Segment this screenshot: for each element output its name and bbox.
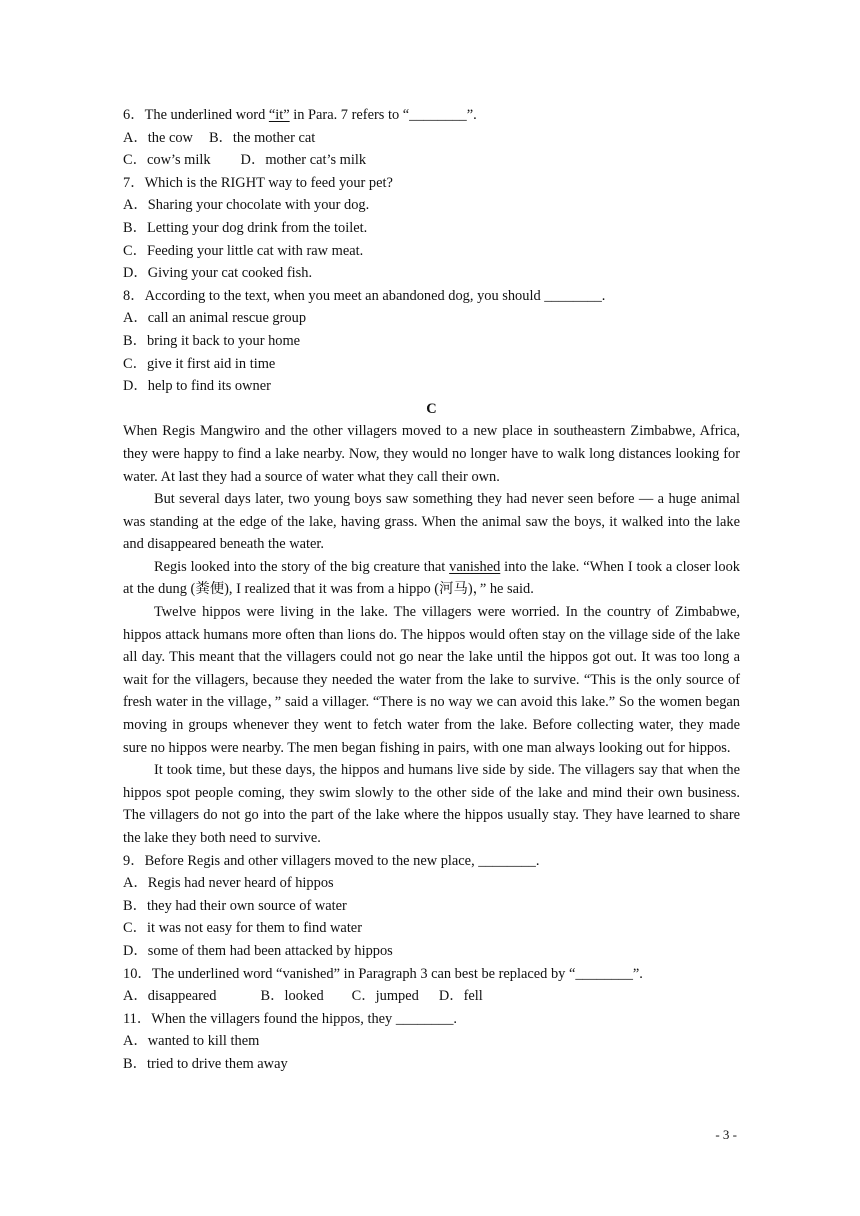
option-a: A．Regis had never heard of hippos <box>123 875 334 892</box>
option-d: D．Giving your cat cooked fish. <box>123 265 313 282</box>
passage-paragraph-4: Twelve hippos were living in the lake. The villagers were worried. In the country of Zimbabwe, hippos attack humans more often than lions do. The hippos would often stay on the village side of the lake all day. This meant that the villagers could not go near the lake until the hippos got out. It was too long a wait for the villagers, because they needed the water from the lake to survive. “This is the only source of fresh water in the village，” said a villager. “There is no way we can avoid this lake.” So the women began moving in groups whenever they went to fetch water from the lake. Before collecting water, they made sure no hippos were nearby. The men began fishing in pairs, with one man always looking out for hippos. <box>123 604 740 756</box>
option-d: D．mother cat’s milk <box>240 152 367 169</box>
option-b: B．looked <box>260 988 324 1005</box>
option-b: B．bring it back to your home <box>123 332 301 349</box>
option-c: C．cow’s milk <box>123 152 211 169</box>
passage-paragraph-3: Regis looked into the story of the big creature that vanished into the lake. “When I took a closer look at the dung (粪便), I realized that it was from a hippo (河马)，” he said. <box>123 558 740 598</box>
option-d: D．some of them had been attacked by hippos <box>123 942 393 959</box>
option-a: A．call an animal rescue group <box>123 310 307 327</box>
question-6-options-cd <box>123 149 740 172</box>
option-c: C．it was not easy for them to find water <box>123 920 362 937</box>
question-6: 6．The underlined word “it” in Para. 7 refers to “________”. <box>123 107 477 123</box>
document-page <box>123 104 740 1076</box>
option-a: A．disappeared <box>123 988 217 1005</box>
question-8: 8．According to the text, when you meet an abandoned dog, you should ________. <box>123 287 606 304</box>
question-9: 9．Before Regis and other villagers moved to the new place, ________. <box>123 852 540 869</box>
option-d: D．help to find its owner <box>123 378 271 395</box>
page-number: - 3 - <box>715 1127 737 1142</box>
option-c: C．Feeding your little cat with raw meat. <box>123 242 364 259</box>
passage-paragraph-5: It took time, but these days, the hippos and humans live side by side. The villagers say that when the hippos spot people coming, they swim slowly to the other side of the lake and mind their own business. The villagers do not go into the part of the lake where the hippos usually stay. They have learned to share the lake they both need to survive. <box>123 762 740 846</box>
option-b: B．tried to drive them away <box>123 1055 288 1072</box>
question-7: 7．Which is the RIGHT way to feed your pet? <box>123 174 393 191</box>
question-10: 10．The underlined word “vanished” in Paragraph 3 can best be replaced by “________”. <box>123 965 643 982</box>
option-b: B．Letting your dog drink from the toilet. <box>123 219 368 236</box>
option-a: A．wanted to kill them <box>123 1033 260 1050</box>
question-6-options-ab <box>123 127 740 150</box>
option-d: D．fell <box>438 988 483 1005</box>
question-10-options <box>123 985 740 1008</box>
option-b: B．they had their own source of water <box>123 897 347 914</box>
option-c: C．jumped <box>351 988 419 1005</box>
option-c: C．give it first aid in time <box>123 355 276 372</box>
underlined-word-vanished: vanished <box>449 558 501 575</box>
passage-paragraph-1: When Regis Mangwiro and the other villagers moved to a new place in southeastern Zimbabwe, Africa, they were happy to find a lake nearby. Now, they would no longer have to walk long distances looking for water. At last they had a source of water what they call their own. <box>123 423 740 485</box>
option-a: A．Sharing your chocolate with your dog. <box>123 197 370 214</box>
section-heading: C <box>426 400 437 417</box>
question-11: 11．When the villagers found the hippos, they ________. <box>123 1010 457 1027</box>
option-b: B．the mother cat <box>208 129 316 146</box>
option-a: A．the cow <box>123 129 193 146</box>
passage-paragraph-2: But several days later, two young boys saw something they had never seen before — a huge animal was standing at the edge of the lake, having grass. When the animal saw the boys, it walked into the lake and disappeared beneath the water. <box>123 491 740 553</box>
underlined-word-it: “it” <box>268 107 290 123</box>
